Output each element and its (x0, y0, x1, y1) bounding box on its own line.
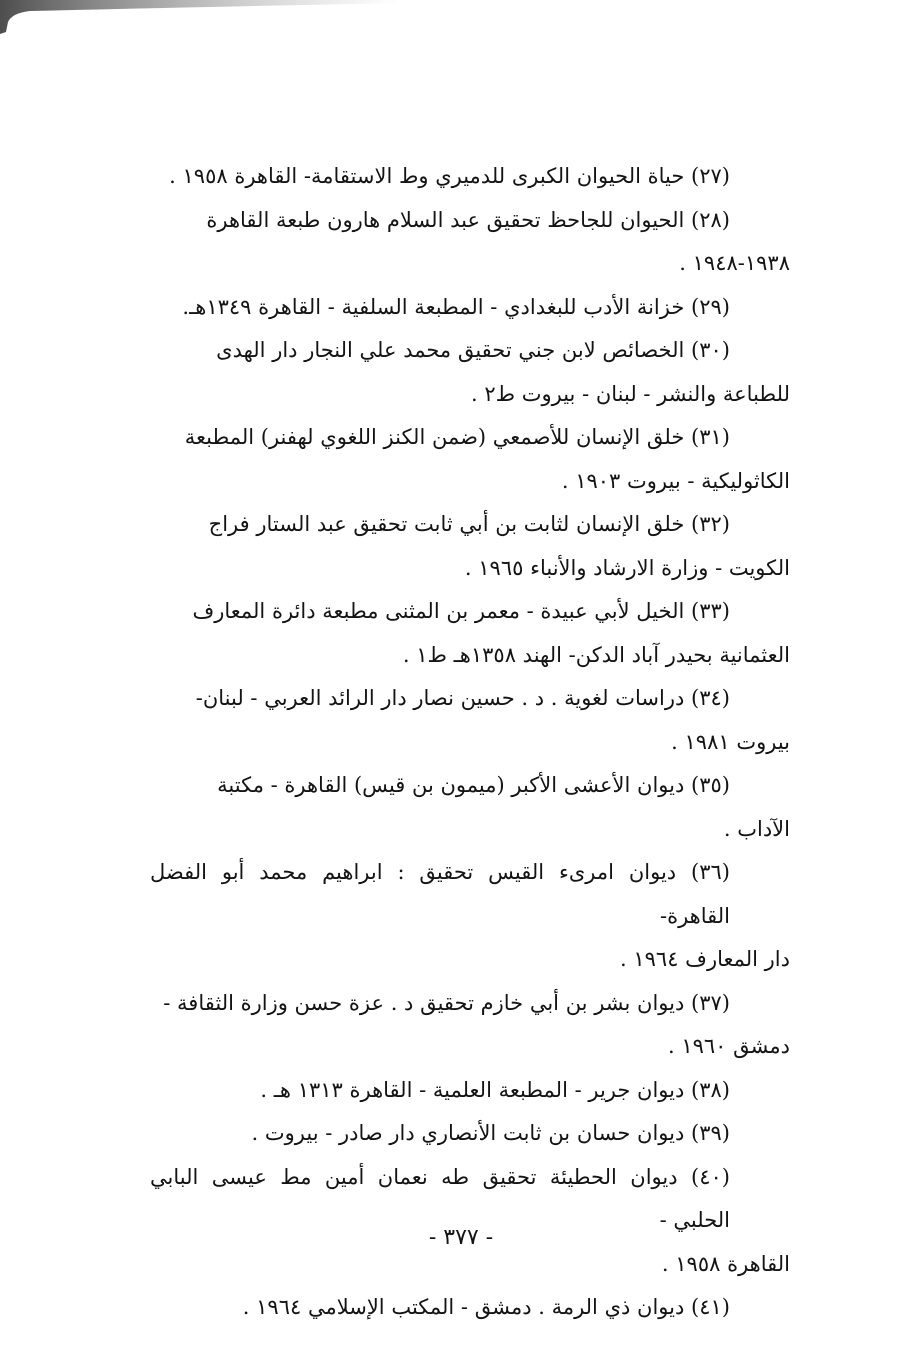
entry-number: (٣٩) (691, 1121, 730, 1145)
entry-first-line (150, 329, 790, 373)
bibliography-entry (150, 199, 790, 286)
entry-text: ديوان ذي الرمة . دمشق - المكتب الإسلامي ١٩٦٤ . (242, 1295, 685, 1319)
entry-number: (٢٩) (691, 294, 730, 319)
entry-number: (٤١) (691, 1295, 730, 1319)
bibliography-entry (150, 764, 790, 851)
entry-number: (٢٧) (691, 164, 730, 188)
entry-text: الحيوان للجاحظ تحقيق عبد السلام هارون طبعة القاهرة (206, 207, 685, 232)
entry-continuation: بيروت ١٩٨١ . (671, 729, 790, 754)
entry-number: (٣٨) (691, 1077, 730, 1102)
entry-number: (٣٤) (691, 686, 730, 710)
entry-first-line (150, 416, 790, 460)
bibliography-entry (150, 416, 790, 503)
bibliography-entry (150, 329, 790, 416)
entry-number: (٤٠) (691, 1164, 730, 1189)
entry-number: (٢٨) (691, 207, 730, 232)
entry-number: (٣٧) (691, 990, 730, 1015)
entry-number: (٣٠) (691, 338, 730, 362)
entry-first-line (150, 590, 790, 634)
bibliography-entry (150, 1156, 790, 1287)
entry-first-line (150, 982, 790, 1026)
entry-text: الخيل لأبي عبيدة - معمر بن المثنى مطبعة دائرة المعارف (192, 599, 685, 623)
bibliography-entry (150, 677, 790, 764)
bibliography-entry (150, 982, 790, 1069)
entry-text: ديوان الحطيئة تحقيق طه نعمان أمين مط عيسى البابي الحلبي - (150, 1164, 730, 1232)
entry-text: خلق الإنسان لثابت بن أبي ثابت تحقيق عبد الستار فراج (208, 512, 685, 536)
bibliography-entry (150, 503, 790, 590)
bibliography-entry (150, 590, 790, 677)
entry-text: حياة الحيوان الكبرى للدميري وط الاستقامة- القاهرة ١٩٥٨ . (169, 164, 685, 188)
entry-number: (٣٢) (691, 512, 730, 536)
entry-continuation: دمشق ١٩٦٠ . (667, 1034, 790, 1058)
entry-continuation: العثمانية بحيدر آباد الدكن- الهند ١٣٥٨هـ ط١ . (402, 642, 790, 667)
bibliography-entry (150, 155, 790, 199)
entry-continuation: الكاثوليكية - بيروت ١٩٠٣ . (561, 468, 790, 493)
entry-number: (٣٥) (691, 773, 730, 797)
entry-number: (٣١) (691, 425, 730, 449)
entry-number: (٣٣) (691, 599, 730, 623)
entry-text: ديوان جرير - المطبعة العلمية - القاهرة ١٣١٣ هـ . (260, 1077, 685, 1102)
entry-continuation: القاهرة ١٩٥٨ . (661, 1251, 790, 1276)
scan-edge-shadow (0, 0, 400, 34)
entry-text: دراسات لغوية . د . حسين نصار دار الرائد العربي - لبنان- (195, 686, 685, 710)
entry-first-line (150, 199, 790, 243)
entry-first-line (150, 1069, 790, 1113)
entry-continuation: الكويت - وزارة الارشاد والأنباء ١٩٦٥ . (464, 555, 790, 580)
entry-text: خزانة الأدب للبغدادي - المطبعة السلفية - القاهرة ١٣٤٩هـ. (182, 294, 685, 319)
bibliography-entry (150, 1112, 790, 1156)
entry-first-line (150, 286, 790, 330)
entry-continuation: للطباعة والنشر - لبنان - بيروت ط٢ . (470, 381, 790, 406)
entry-first-line (150, 1112, 790, 1156)
entry-continuation: ١٩٣٨-١٩٤٨ . (679, 251, 790, 275)
bibliography-entry (150, 1286, 790, 1330)
entry-continuation: دار المعارف ١٩٦٤ . (620, 947, 790, 971)
entry-continuation: الآداب . (723, 816, 790, 841)
entry-first-line (150, 851, 790, 938)
entry-first-line (150, 1286, 790, 1330)
entry-first-line (150, 677, 790, 721)
bibliography-entry (150, 851, 790, 982)
bibliography-entry (150, 286, 790, 330)
entry-first-line (150, 155, 790, 199)
page-number: - ٣٧٧ - (428, 1225, 494, 1250)
entry-first-line (150, 764, 790, 808)
entry-text: الخصائص لابن جني تحقيق محمد علي النجار دار الهدى (216, 338, 685, 362)
bibliography-list (150, 155, 790, 1330)
entry-text: ديوان حسان بن ثابت الأنصاري دار صادر - بيروت . (251, 1121, 685, 1145)
entry-text: ديوان الأعشى الأكبر (ميمون بن قيس) القاهرة - مكتبة (217, 773, 685, 797)
entry-text: ديوان امرىء القيس تحقيق : ابراهيم محمد أبو الفضل القاهرة- (150, 860, 730, 928)
entry-first-line (150, 503, 790, 547)
entry-text: ديوان بشر بن أبي خازم تحقيق د . عزة حسن وزارة الثقافة - (163, 990, 685, 1015)
bibliography-entry (150, 1069, 790, 1113)
entry-text: خلق الإنسان للأصمعي (ضمن الكنز اللغوي لهفنر) المطبعة (184, 425, 685, 449)
entry-number: (٣٦) (691, 860, 730, 884)
